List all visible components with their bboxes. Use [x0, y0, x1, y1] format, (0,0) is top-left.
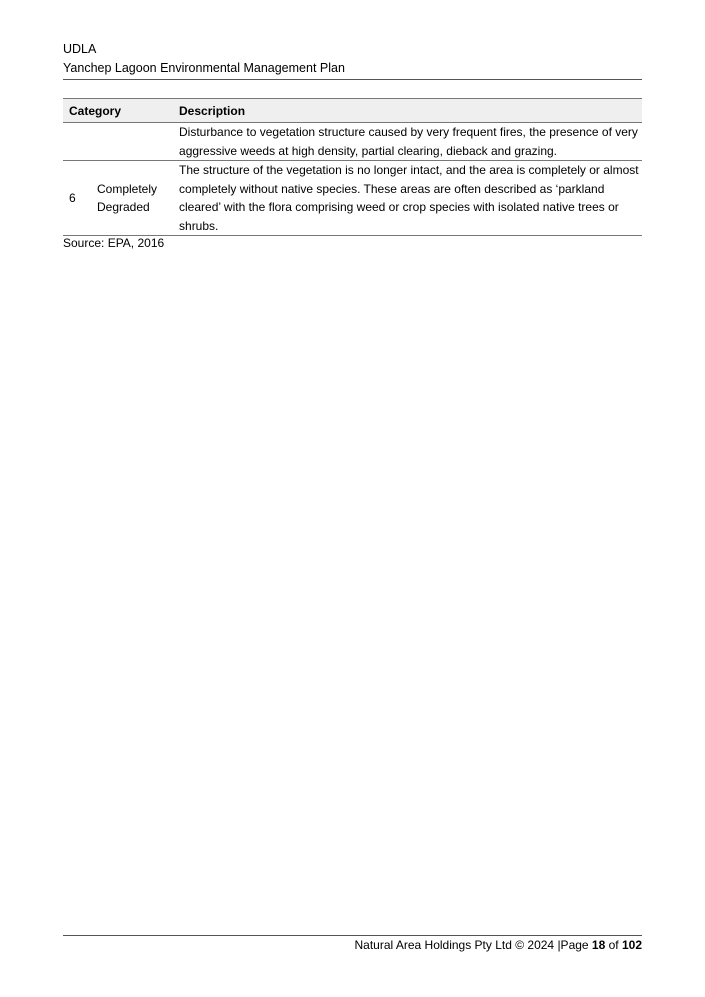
- row-description: Disturbance to vegetation structure caused by very frequent fires, the presence of very aggressive weeds at high density, partial clearing, dieback and grazing.: [179, 125, 638, 158]
- column-header-category: Category: [63, 99, 179, 123]
- condition-table: [63, 98, 642, 236]
- table-source-note: Source: EPA, 2016: [63, 236, 165, 250]
- table-header-row: [63, 99, 642, 123]
- column-header-description: Description: [179, 99, 642, 123]
- row-number: [63, 123, 97, 161]
- footer-page-total: 102: [621, 938, 642, 952]
- table-row: [63, 161, 642, 236]
- footer-divider: [63, 935, 642, 936]
- page-footer: [354, 937, 642, 953]
- header-org: UDLA: [63, 42, 97, 56]
- page-header: [63, 40, 642, 78]
- row-category: Completely Degraded: [97, 161, 179, 236]
- footer-company: Natural Area Holdings Pty Ltd © 2024 |Page: [354, 938, 592, 952]
- table-row: [63, 123, 642, 161]
- row-number: 6: [63, 161, 97, 236]
- footer-page-number: 18: [591, 938, 606, 952]
- header-divider: [63, 79, 642, 80]
- row-description: The structure of the vegetation is no longer intact, and the area is completely or almost completely without native species. These areas are often described as ‘parkland cleared’ with the flora comprising weed or crop species with isolated native trees or shrubs.: [179, 161, 642, 236]
- footer-of: of: [605, 938, 622, 952]
- row-category: [97, 123, 179, 161]
- header-document-title: Yanchep Lagoon Environmental Management Plan: [63, 61, 345, 75]
